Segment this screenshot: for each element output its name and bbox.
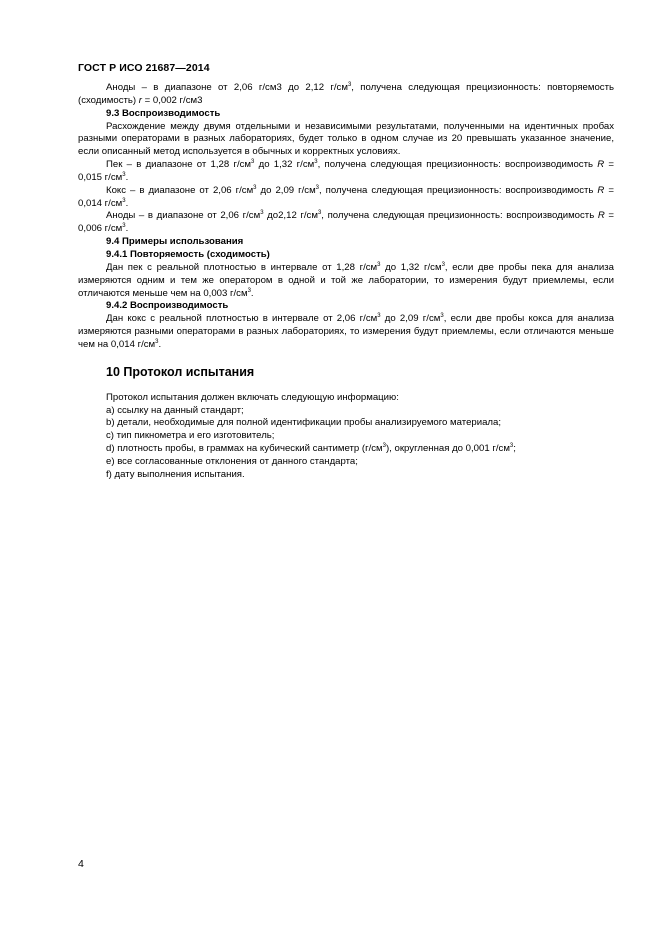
paragraph-9-3-intro: Расхождение между двумя отдельными и независимыми результатами, полученными на идентичных пробах разными операторами в разных лабораториях, будет только в одном случае из 20 превышать указанное значение, если описанный метод используется в обычных и корректных условиях.: [78, 120, 614, 158]
paragraph-pitch-reproducibility: Пек – в диапазоне от 1,28 $г/см^3$ до 1,32 $г/см^3$, получена следующая прецизионность: воспроизводимость R = 0,015 $г/см^3$.: [78, 159, 614, 183]
document-body: [78, 82, 614, 482]
list-item: e) все согласованные отклонения от данного стандарта;: [106, 455, 358, 467]
page-number: 4: [78, 858, 84, 870]
paragraph-anodes-repeatability: Аноды – в диапазоне от 2,06 г/см3 до 2,12 $г/см^3$, получена следующая прецизионность: повторяемость (сходимость) r = 0,002 г/см3: [78, 82, 614, 106]
paragraph-9-4-1: Дан пек с реальной плотностью в интервале от 1,28 $г/см^3$ до 1,32 $г/см^3$, если две пробы пека для анализа измеряются одним и тем же оператором в одной и той же лаборатории, то измерения будут приемлемы, если отличаются меньше чем на 0,003 $г/см^3$.: [78, 261, 614, 299]
list-item: d) плотность пробы, в граммах на кубический сантиметр $(г/см^3)$, округленная до 0,001 $г/см^3$;: [106, 443, 516, 455]
list-item: a) ссылку на данный стандарт;: [106, 404, 244, 416]
heading-9-4: 9.4 Примеры использования: [106, 236, 244, 248]
heading-9-3: 9.3 Воспроизводимость: [106, 107, 221, 119]
list-item: b) детали, необходимые для полной идентификации пробы анализируемого материала;: [106, 417, 502, 429]
list-item: f) дату выполнения испытания.: [106, 468, 245, 480]
paragraph-coke-reproducibility: Кокс – в диапазоне от 2,06 $г/см^3$ до 2,09 $г/см^3$, получена следующая прецизионность: воспроизводимость R = 0,014 $г/см^3$.: [78, 184, 614, 209]
heading-9-4-1: 9.4.1 Повторяемость (сходимость): [106, 248, 270, 260]
list-item: c) тип пикнометра и его изготовитель;: [106, 430, 275, 442]
paragraph-anodes-reproducibility: Аноды – в диапазоне от 2,06 $г/см^3$ до2,12 $г/см^3$, получена следующая прецизионность: воспроизводимость R = 0,006 $г/см^3$.: [78, 210, 614, 235]
paragraph-9-4-2: Дан кокс с реальной плотностью в интервале от 2,06 $г/см^3$ до 2,09 $г/см^3$, если две пробы кокса для анализа измеряются разными операторами в разных лабораториях, то измерения будут приемлемы, если отличаются меньше чем на 0,014 $г/см^3$.: [78, 313, 614, 350]
protocol-list: [78, 392, 614, 482]
heading-9-4-2: 9.4.2 Воспроизводимость: [106, 300, 229, 312]
document-header: ГОСТ Р ИСО 21687—2014: [78, 62, 210, 74]
heading-10: 10 Протокол испытания: [106, 364, 255, 379]
protocol-intro: Протокол испытания должен включать следующую информацию:: [106, 391, 399, 403]
